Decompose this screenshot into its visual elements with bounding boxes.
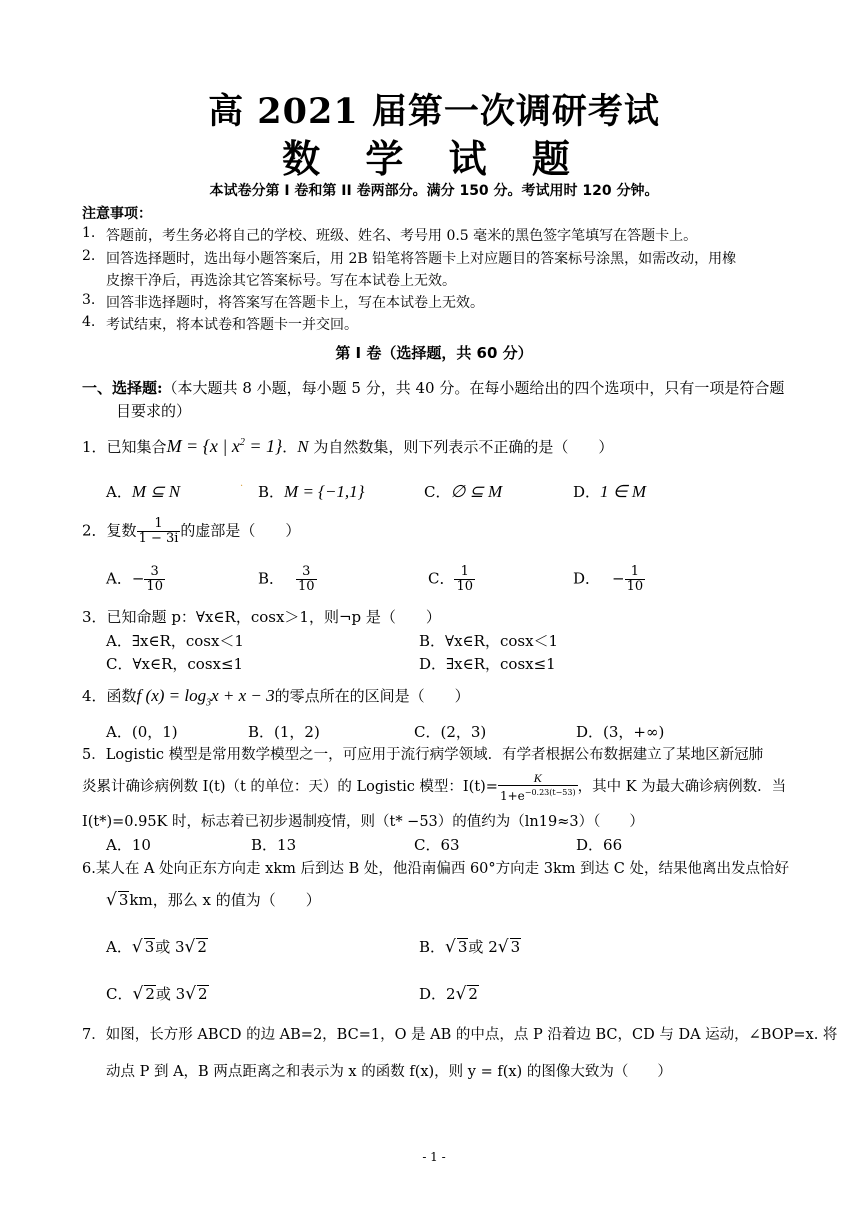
- question-number: 6.: [82, 861, 96, 877]
- option-d[interactable]: D．∃x∈R，cosx≤1: [419, 655, 556, 673]
- subject-title: 数 学 试 题: [282, 137, 586, 181]
- option-a[interactable]: A．√ 3或 3√ 2: [106, 937, 207, 957]
- option-a[interactable]: A．∃x∈R，cosx＜1: [106, 632, 244, 650]
- option-b[interactable]: B．(1，2): [248, 723, 320, 741]
- fraction: $\frac{1}{1 - 3i}$: [138, 516, 179, 546]
- question-number: 4．: [82, 687, 107, 705]
- section-label: 一、选择题:: [82, 379, 163, 397]
- option-a[interactable]: A．(0，1): [106, 723, 178, 741]
- question-5: [82, 743, 763, 764]
- question-7-line2: 动点 P 到 A，B 两点距离之和表示为 x 的函数 f(x)，则 y = f(x) 的图像大致为（ ）: [106, 1064, 672, 1080]
- option-c[interactable]: C．∅ ⊆ M: [424, 482, 503, 501]
- question-number: 2．: [82, 521, 107, 540]
- option-d[interactable]: D． − $\frac{1}{10}$: [573, 564, 644, 594]
- question-text: 已知集合: [106, 438, 167, 456]
- question-text: 如图，长方形 ABCD 的边 AB=2，BC=1，O 是 AB 的中点，点 P 沿着边 BC，CD 与 DA 运动，∠BOP=x. 将: [105, 1027, 838, 1043]
- question-text: 已知命题 p：∀x∈R，cosx＞1，则¬p 是（ ）: [106, 608, 441, 626]
- question-6: [82, 857, 789, 878]
- note-number: 3.: [82, 292, 96, 308]
- option-b[interactable]: B． $\frac{3}{10}$: [258, 564, 315, 594]
- note-text: 答题前，考生务必将自己的学校、班级、姓名、考号用 0.5 毫米的黑色签字笔填写在答题卡上。: [106, 228, 698, 244]
- set-expr: M = {x | $x^2 = 1$}: [166, 436, 283, 456]
- question-text: Logistic 模型是常用数学模型之一，可应用于流行病学领域．有学者根据公布数据建立了某地区新冠肺: [105, 747, 764, 763]
- set-n: N: [297, 437, 309, 456]
- question-3: [82, 606, 441, 627]
- exam-subtitle: 本试卷分第 I 卷和第 II 卷两部分。满分 150 分。考试用时 120 分钟。: [209, 183, 659, 199]
- option-c[interactable]: C． $\frac{1}{10}$: [428, 564, 474, 594]
- option-c[interactable]: C．63: [414, 836, 460, 854]
- section-text-cont: 目要求的）: [116, 402, 192, 420]
- note-text: 考试结束，将本试卷和答题卡一并交回。: [106, 317, 358, 333]
- option-a[interactable]: A．M ⊆ N: [106, 482, 181, 501]
- question-number: 7．: [82, 1027, 106, 1043]
- function-expr: f $(x) = \log_3x + x - 3$: [136, 686, 275, 709]
- exam-title: 高 2021 届第一次调研考试: [208, 91, 660, 132]
- question-1: 1．已知集合M = {x | $x^2 = 1$}．N 为自然数集，则下列表示不正确的是（ ）: [82, 436, 614, 456]
- question-6-line2: √ 3km，那么 x 的值为（ ）: [106, 890, 321, 910]
- page-number: - 1 -: [422, 1150, 446, 1164]
- option-a[interactable]: A．10: [106, 836, 151, 854]
- option-b[interactable]: B．13: [251, 836, 297, 854]
- notes-heading: 注意事项：: [82, 206, 152, 222]
- option-b[interactable]: B．∀x∈R，cosx＜1: [419, 632, 559, 650]
- question-number: 1．: [82, 438, 107, 456]
- question-2: 2．复数 $\frac{1}{1 - 3i}$ 的虚部是（ ）: [82, 516, 301, 546]
- option-a[interactable]: A．− $\frac{3}{10}$: [106, 564, 163, 594]
- option-d[interactable]: D．1 ∈ M: [573, 482, 647, 501]
- option-d[interactable]: D．(3，+∞): [576, 723, 665, 741]
- note-number: 1.: [82, 225, 96, 241]
- question-7: [82, 1023, 837, 1044]
- note-text: 回答非选择题时，将答案写在答题卡上，写在本试卷上无效。: [106, 295, 484, 311]
- question-5-line3: I(t*)=0.95K 时，标志着已初步遏制疫情，则（t* −53）的值约为（ln19≈3）（ ）: [82, 814, 644, 830]
- note-text: 回答选择题时，选出每小题答案后，用 2B 铅笔将答题卡上对应题目的答案标号涂黑，如需改动，用橡: [106, 251, 737, 267]
- part-heading: 第 I 卷（选择题，共 60 分）: [335, 344, 533, 362]
- question-number: 5．: [82, 747, 106, 763]
- option-b[interactable]: B．√ 3或 2√ 3: [419, 937, 521, 957]
- question-text: 某人在 A 处向正东方向走 xkm 后到达 B 处，他沿南偏西 60°方向走 3km 到达 C 处，结果他离出发点恰好: [95, 861, 789, 877]
- option-c[interactable]: C．∀x∈R，cosx≤1: [106, 655, 244, 673]
- option-d[interactable]: D．2√ 2: [419, 984, 478, 1004]
- section-text: （本大题共 8 小题，每小题 5 分，共 40 分。在每小题给出的四个选项中，只有一项是符合题: [162, 379, 785, 397]
- section-heading: [82, 377, 784, 398]
- option-b[interactable]: B．M = {−1,1}: [258, 482, 365, 501]
- note-number: 4.: [82, 314, 96, 330]
- question-5-line2: 炎累计确诊病例数 I(t)（t 的单位：天）的 Logistic 模型：I(t)= $\frac{K}{1+e^{-0.23(t-53)}}$ ，其中 K 为最大确诊病例数．当: [82, 771, 787, 803]
- note-number: 2.: [82, 248, 96, 264]
- logistic-fraction: $\frac{K}{1+e^{-0.23(t-53)}}$: [499, 771, 576, 803]
- option-c[interactable]: C．(2，3): [414, 723, 487, 741]
- question-number: 3．: [82, 608, 107, 626]
- question-text: 为自然数集，则下列表示不正确的是（ ）: [308, 438, 614, 456]
- note-text: 皮擦干净后，再选涂其它答案标号。写在本试卷上无效。: [106, 273, 456, 289]
- option-c[interactable]: C．√ 2或 3√ 2: [106, 984, 208, 1004]
- stray-mark: ·: [240, 481, 244, 492]
- option-d[interactable]: D．66: [576, 836, 623, 854]
- question-4: 4．函数f $(x) = \log_3x + x - 3$的零点所在的区间是（ ）: [82, 686, 470, 709]
